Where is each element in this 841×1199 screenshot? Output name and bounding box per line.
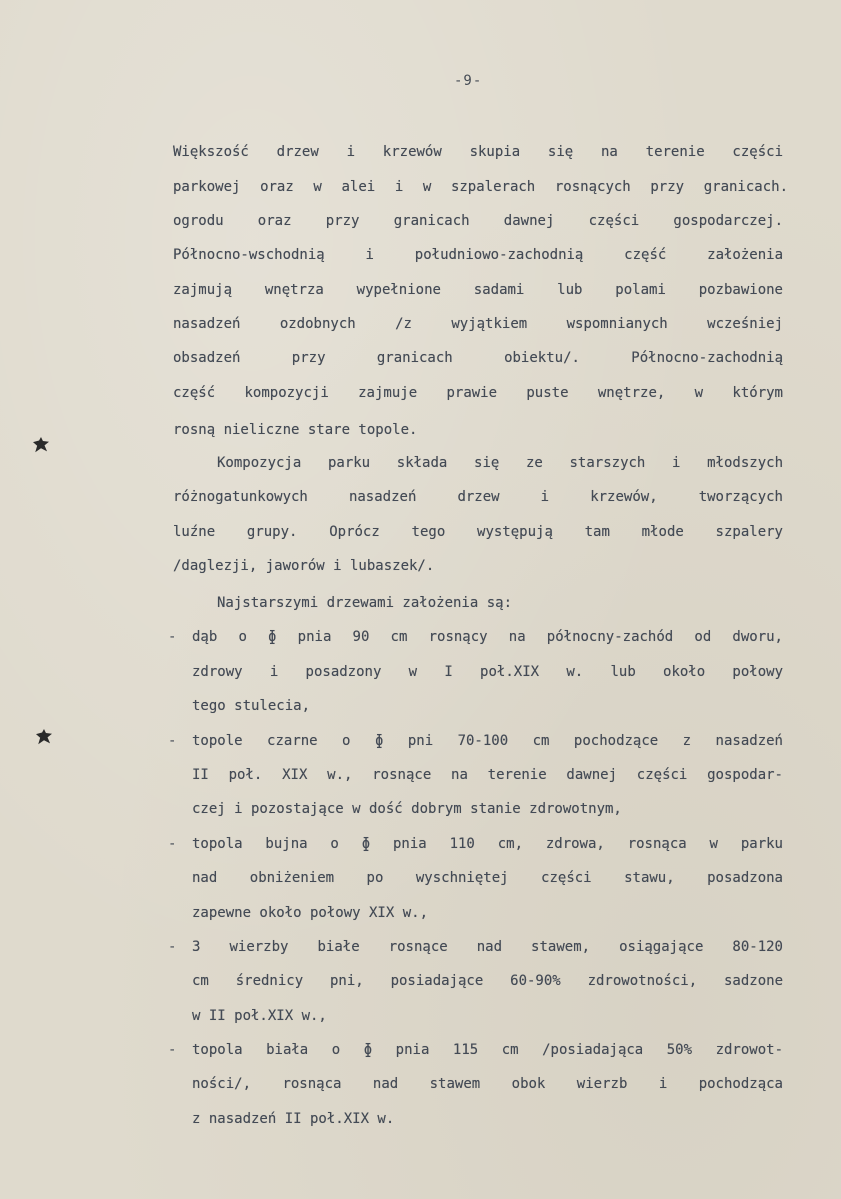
paragraph-line: Większość drzew i krzewów skupia się na terenie części — [173, 144, 783, 160]
list-item-line: topole czarne o ɸ pni 70-100 cm pochodzące z nasadzeń — [192, 733, 783, 749]
paragraph-line: Najstarszymi drzewami założenia są: — [217, 595, 513, 611]
list-item-line: w II poł.XIX w., — [192, 1008, 327, 1024]
list-bullet: - — [168, 1042, 177, 1058]
list-item-line: dąb o ɸ pnia 90 cm rosnący na północny-zachód od dworu, — [192, 629, 783, 645]
list-item-line: topola bujna o ɸ pnia 110 cm, zdrowa, rosnąca w parku — [192, 836, 783, 852]
paragraph-line: nasadzeń ozdobnych /z wyjątkiem wspomnianych wcześniej — [173, 316, 783, 332]
page-number: -9- — [454, 73, 483, 89]
list-item-line: 3 wierzby białe rosnące nad stawem, osiągające 80-120 — [192, 939, 783, 955]
paragraph-line: luźne grupy. Oprócz tego występują tam młode szpalery — [173, 524, 783, 540]
list-bullet: - — [168, 629, 177, 645]
paragraph-line: Północno-wschodnią i południowo-zachodnią część założenia — [173, 247, 783, 263]
paragraph-line: ogrodu oraz przy granicach dawnej części gospodarczej. — [173, 213, 783, 229]
paragraph-line: rosną nieliczne stare topole. — [173, 422, 418, 438]
list-item-line: II poł. XIX w., rosnące na terenie dawnej części gospodar- — [192, 767, 783, 783]
list-item-line: czej i pozostające w dość dobrym stanie zdrowotnym, — [192, 801, 622, 817]
list-item-line: zapewne około połowy XIX w., — [192, 905, 429, 921]
list-item-line: tego stulecia, — [192, 698, 311, 714]
punch-hole-top — [33, 437, 49, 453]
paragraph-line: Kompozycja parku składa się ze starszych i młodszych — [217, 455, 783, 471]
list-bullet: - — [168, 939, 177, 955]
list-bullet: - — [168, 733, 177, 749]
paragraph-line: parkowej oraz w alei i w szpalerach rosnących przy granicach. — [173, 179, 788, 195]
paragraph-line: część kompozycji zajmuje prawie puste wnętrze, w którym — [173, 385, 783, 401]
list-item-line: cm średnicy pni, posiadające 60-90% zdrowotności, sadzone — [192, 973, 783, 989]
list-item-line: ności/, rosnąca nad stawem obok wierzb i pochodząca — [192, 1076, 783, 1092]
punch-hole-bottom — [36, 729, 52, 745]
paragraph-line: zajmują wnętrza wypełnione sadami lub polami pozbawione — [173, 282, 783, 298]
paragraph-line: różnogatunkowych nasadzeń drzew i krzewów, tworzących — [173, 489, 783, 505]
list-bullet: - — [168, 836, 177, 852]
paragraph-line: obsadzeń przy granicach obiektu/. Północno-zachodnią — [173, 350, 783, 366]
paragraph-line: /daglezji, jaworów i lubaszek/. — [173, 558, 435, 574]
list-item-line: nad obniżeniem po wyschniętej części stawu, posadzona — [192, 870, 783, 886]
list-item-line: z nasadzeń II poł.XIX w. — [192, 1111, 395, 1127]
list-item-line: topola biała o ɸ pnia 115 cm /posiadająca 50% zdrowot- — [192, 1042, 783, 1058]
list-item-line: zdrowy i posadzony w I poł.XIX w. lub około połowy — [192, 664, 783, 680]
